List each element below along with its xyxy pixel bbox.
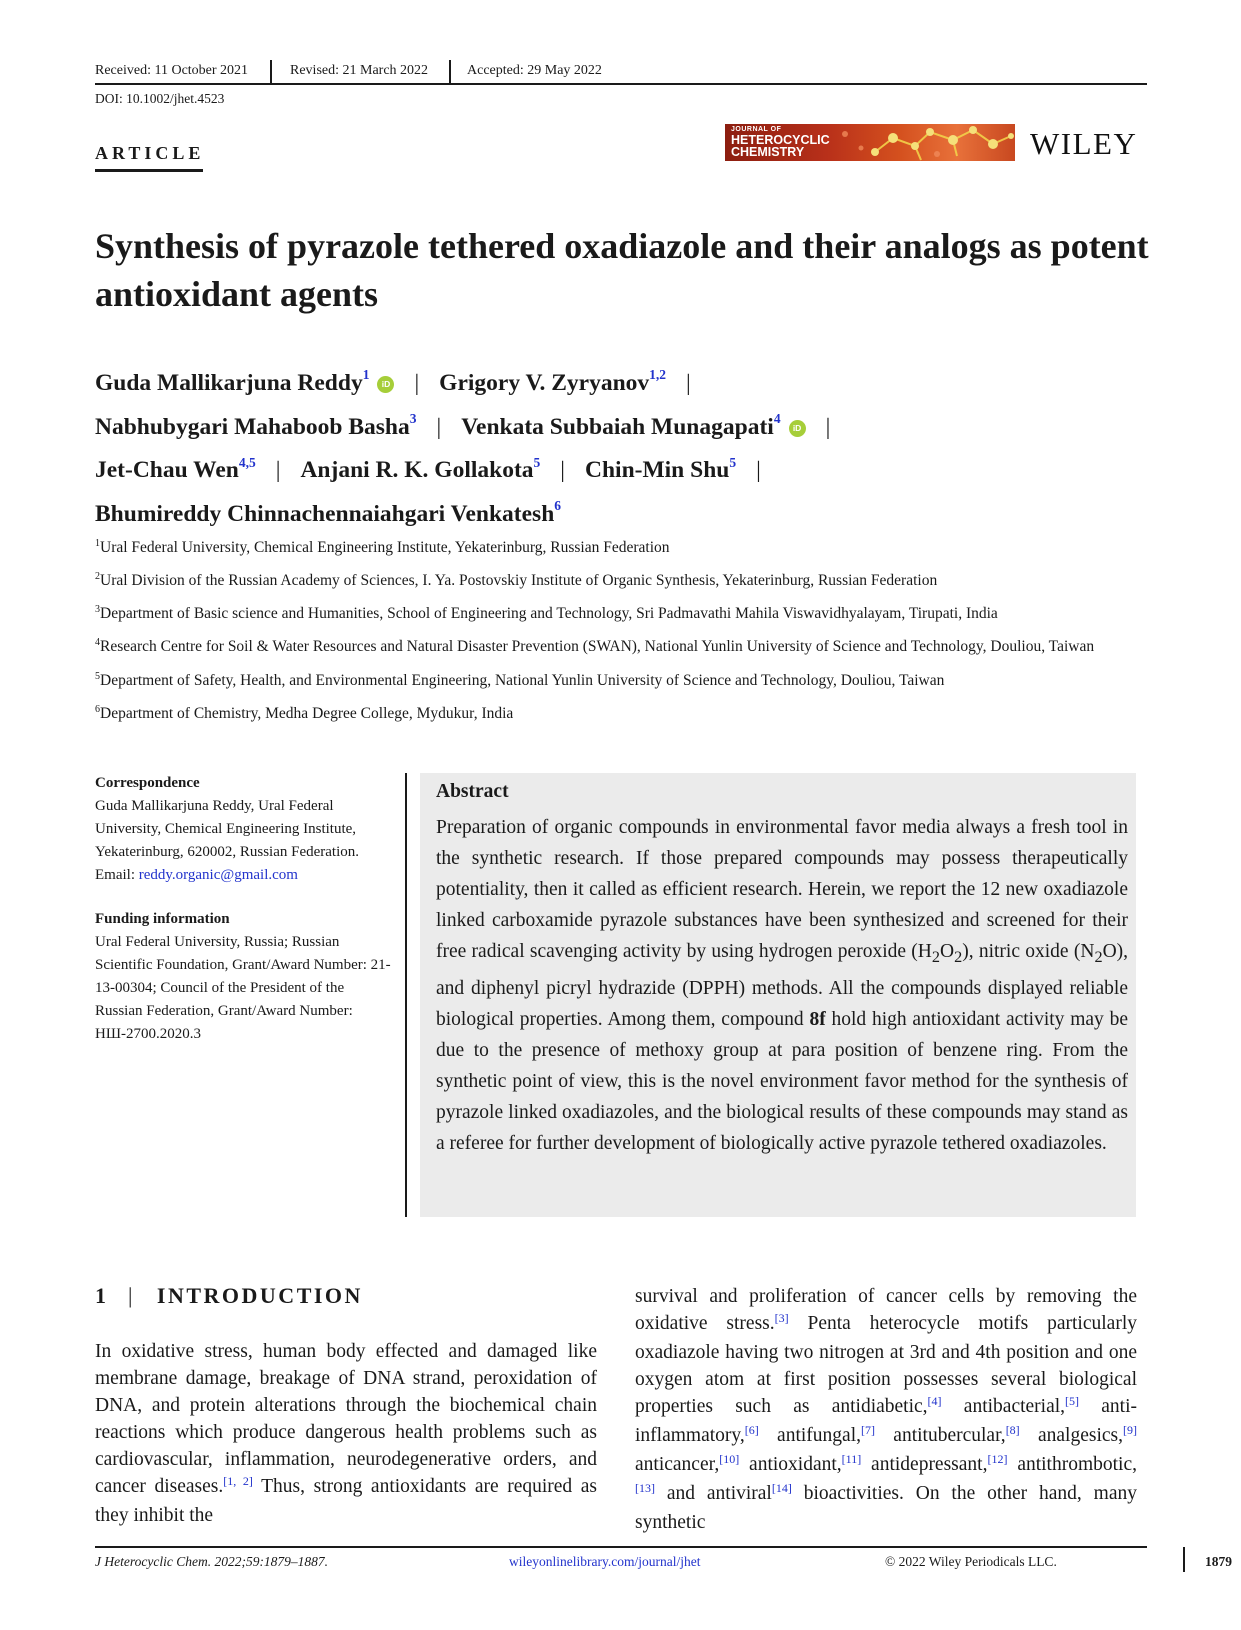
page-number: 1879 <box>1205 1554 1232 1569</box>
history-dates <box>95 60 1147 84</box>
column-divider <box>405 773 407 1217</box>
author-separator: | <box>825 413 831 440</box>
citation-link[interactable]: [13] <box>635 1481 655 1495</box>
body-column-left: In oxidative stress, human body effected and damaged like membrane damage, breakage of DNA strand, peroxidation of DNA, and protein alterations through the biochemical chain reactions which produce dangerous health problems such as cardiovascular, inflammation, neurodegenerative orders, and cancer diseases.[1, 2] Thus, strong antioxidants are required as they inhibit the <box>95 1341 597 1526</box>
correspondence-text: Guda Mallikarjuna Reddy, Ural Federal University, Chemical Engineering Institute, Yekaterinburg, 620002, Russian Federation. <box>95 798 360 860</box>
author[interactable]: Chin-Min Shu$^5$ <box>585 454 737 484</box>
citation-link[interactable]: [4] <box>927 1394 942 1408</box>
orcid-icon[interactable]: iD <box>789 420 806 437</box>
citation-link[interactable]: [10] <box>719 1452 740 1466</box>
journal-url-link[interactable]: wileyonlinelibrary.com/journal/jhet <box>509 1554 701 1569</box>
section-heading: 1 | INTRODUCTION <box>95 1283 363 1308</box>
abstract-text: Preparation of organic compounds in environmental favor media always a fresh tool in the synthetic research. If those prepared compounds may possess therapeutically potentiality, then it called as efficient research. Herein, we report the 12 new oxadiazole linked carboxamide pyrazole substances have been synthesized and screened for their free radical scavenging activity by using hydrogen peroxide $(H_2O_2)$, nitric oxide $(N_2O)$, and diphenyl picryl hydrazide (DPPH) methods. All the compounds displayed reliable biological properties. Among them, compound 8f hold high antioxidant activity may be due to the presence of methoxy group at para position of benzene ring. From the synthetic point of view, this is the novel environment favor method for the synthesis of pyrazole linked oxadiazoles, and the biological results of these compounds may stand as a referee for further development of biologically active pyrazole tethered oxadiazoles. <box>436 817 1129 1154</box>
correspondence-panel <box>95 772 395 1046</box>
affiliation: $^2$Ural Division of the Russian Academy of Sciences, I. Ya. Postovskiy Institute of Organic Synthesis, Yekaterinburg, Russian Federation <box>95 571 938 590</box>
citation-link[interactable]: [8] <box>1005 1423 1020 1437</box>
header-rule <box>95 83 1147 85</box>
author[interactable]: Anjani R. K. Gollakota$^5$ <box>300 454 541 484</box>
affiliation: $^6$Department of Chemistry, Medha Degree College, Mydukur, India <box>95 703 514 722</box>
journal-citation: J Heterocyclic Chem. 2022;59:1879–1887. <box>95 1554 329 1569</box>
correspondence-email: Email: reddy.organic@gmail.com <box>95 867 298 883</box>
affiliations <box>95 532 1155 731</box>
affiliation-marker[interactable]: 6 <box>554 498 562 514</box>
journal-logo[interactable]: JOURNAL OF HETEROCYCLIC CHEMISTRY <box>725 124 1015 161</box>
author-separator: | <box>414 369 420 396</box>
date-divider <box>270 60 272 84</box>
author-separator: | <box>756 457 761 484</box>
author[interactable]: Grigory V. Zyryanov$^{1,2}$ <box>439 367 667 396</box>
abstract-box <box>420 773 1136 1217</box>
affiliation-marker[interactable]: 5 <box>533 454 541 470</box>
correspondence-heading: Correspondence <box>95 775 200 791</box>
paper-title: Synthesis of pyrazole tethered oxadiazole and their analogs as potent antioxidant agents <box>95 226 1149 314</box>
citation-link[interactable]: [3] <box>774 1311 789 1325</box>
citation-link[interactable]: [12] <box>987 1452 1008 1466</box>
page-footer <box>95 1552 1232 1574</box>
citation-link[interactable]: [6] <box>744 1423 759 1437</box>
citation-link[interactable]: [5] <box>1065 1394 1080 1408</box>
article-type-label: ARTICLE <box>95 143 205 163</box>
author-separator: | <box>275 457 281 484</box>
affiliation: $^3$Department of Basic science and Humanities, School of Engineering and Technology, Sri Padmavathi Mahila Viswavidhyalayam, Tirupati, India <box>95 604 998 623</box>
author-separator: | <box>686 369 691 396</box>
abstract-heading: Abstract <box>436 781 509 802</box>
body-column-right: survival and proliferation of cancer cells by removing the oxidative stress.[3] Penta heterocycle motifs particularly oxadiazole having two nitrogen at 3rd and 4th position and one oxygen atom at first position possesses several biological properties such as antidiabetic,[4] antibacterial,[5] anti-inflammatory,[6] antifungal,[7] antitubercular,[8] analgesics,[9] anticancer,[10] antioxidant,[11] antidepressant,[12] antithrombotic,[13] and antiviral[14] bioactivities. On the other hand, many synthetic <box>635 1286 1138 1533</box>
orcid-icon[interactable]: iD <box>377 376 394 393</box>
compound-label: 8f <box>809 1008 826 1030</box>
citation-link[interactable]: [1, 2] <box>223 1474 253 1488</box>
author-separator: | <box>436 413 442 440</box>
funding-heading: Funding information <box>95 911 230 927</box>
affiliation-marker[interactable]: 4 <box>773 410 781 426</box>
citation-link[interactable]: [11] <box>841 1452 862 1466</box>
footer-divider <box>1183 1547 1185 1572</box>
revised-date: Revised: 21 March 2022 <box>290 63 429 78</box>
date-divider <box>449 60 451 84</box>
author[interactable]: Venkata Subbaiah Munagapati$^4$iD <box>461 414 805 440</box>
article-type-underline <box>95 169 203 172</box>
publisher-logo[interactable]: WILEY <box>1030 126 1138 161</box>
received-date: Received: 11 October 2021 <box>95 63 249 78</box>
citation-link[interactable]: [7] <box>861 1423 875 1437</box>
email-link[interactable]: reddy.organic@gmail.com <box>138 867 298 883</box>
affiliation-marker[interactable]: 3 <box>409 410 417 426</box>
affiliation: $^5$Department of Safety, Health, and Environmental Engineering, National Yunlin University of Science and Technology, Douliou, Taiwan <box>95 670 945 689</box>
author[interactable]: Nabhubygari Mahaboob Basha$^3$ <box>95 410 417 440</box>
citation-link[interactable]: [14] <box>771 1481 792 1495</box>
author[interactable]: Jet-Chau Wen$^{4,5}$ <box>95 454 256 484</box>
funding-text: Ural Federal University, Russia; Russian Scientific Foundation, Grant/Award Number: 21-13-00304; Council of the President of the Russian Federation, Grant/Award Number: НШ-2700.2020.3 <box>95 934 391 1042</box>
doi[interactable]: DOI: 10.1002/jhet.4523 <box>95 91 225 106</box>
affiliation-marker[interactable]: 1,2 <box>649 367 667 382</box>
author[interactable]: Guda Mallikarjuna Reddy$^1$iD <box>95 370 394 396</box>
author-list <box>95 358 1155 533</box>
copyright: © 2022 Wiley Periodicals LLC. <box>885 1554 1057 1569</box>
author[interactable]: Bhumireddy Chinnachennaiahgari Venkatesh$^6$ <box>95 498 562 528</box>
author-separator: | <box>560 457 565 484</box>
affiliation-marker[interactable]: 1 <box>362 367 370 382</box>
citation-link[interactable]: [9] <box>1123 1423 1138 1437</box>
accepted-date: Accepted: 29 May 2022 <box>467 63 602 78</box>
affiliation-marker[interactable]: 4,5 <box>238 454 256 470</box>
affiliation-marker[interactable]: 5 <box>729 454 737 470</box>
footer-rule <box>95 1546 1147 1548</box>
affiliation: $^1$Ural Federal University, Chemical Engineering Institute, Yekaterinburg, Russian Federation <box>95 538 670 557</box>
affiliation: $^4$Research Centre for Soil & Water Resources and Natural Disaster Prevention (SWAN), National Yunlin University of Science and Technology, Douliou, Taiwan <box>95 637 1095 656</box>
